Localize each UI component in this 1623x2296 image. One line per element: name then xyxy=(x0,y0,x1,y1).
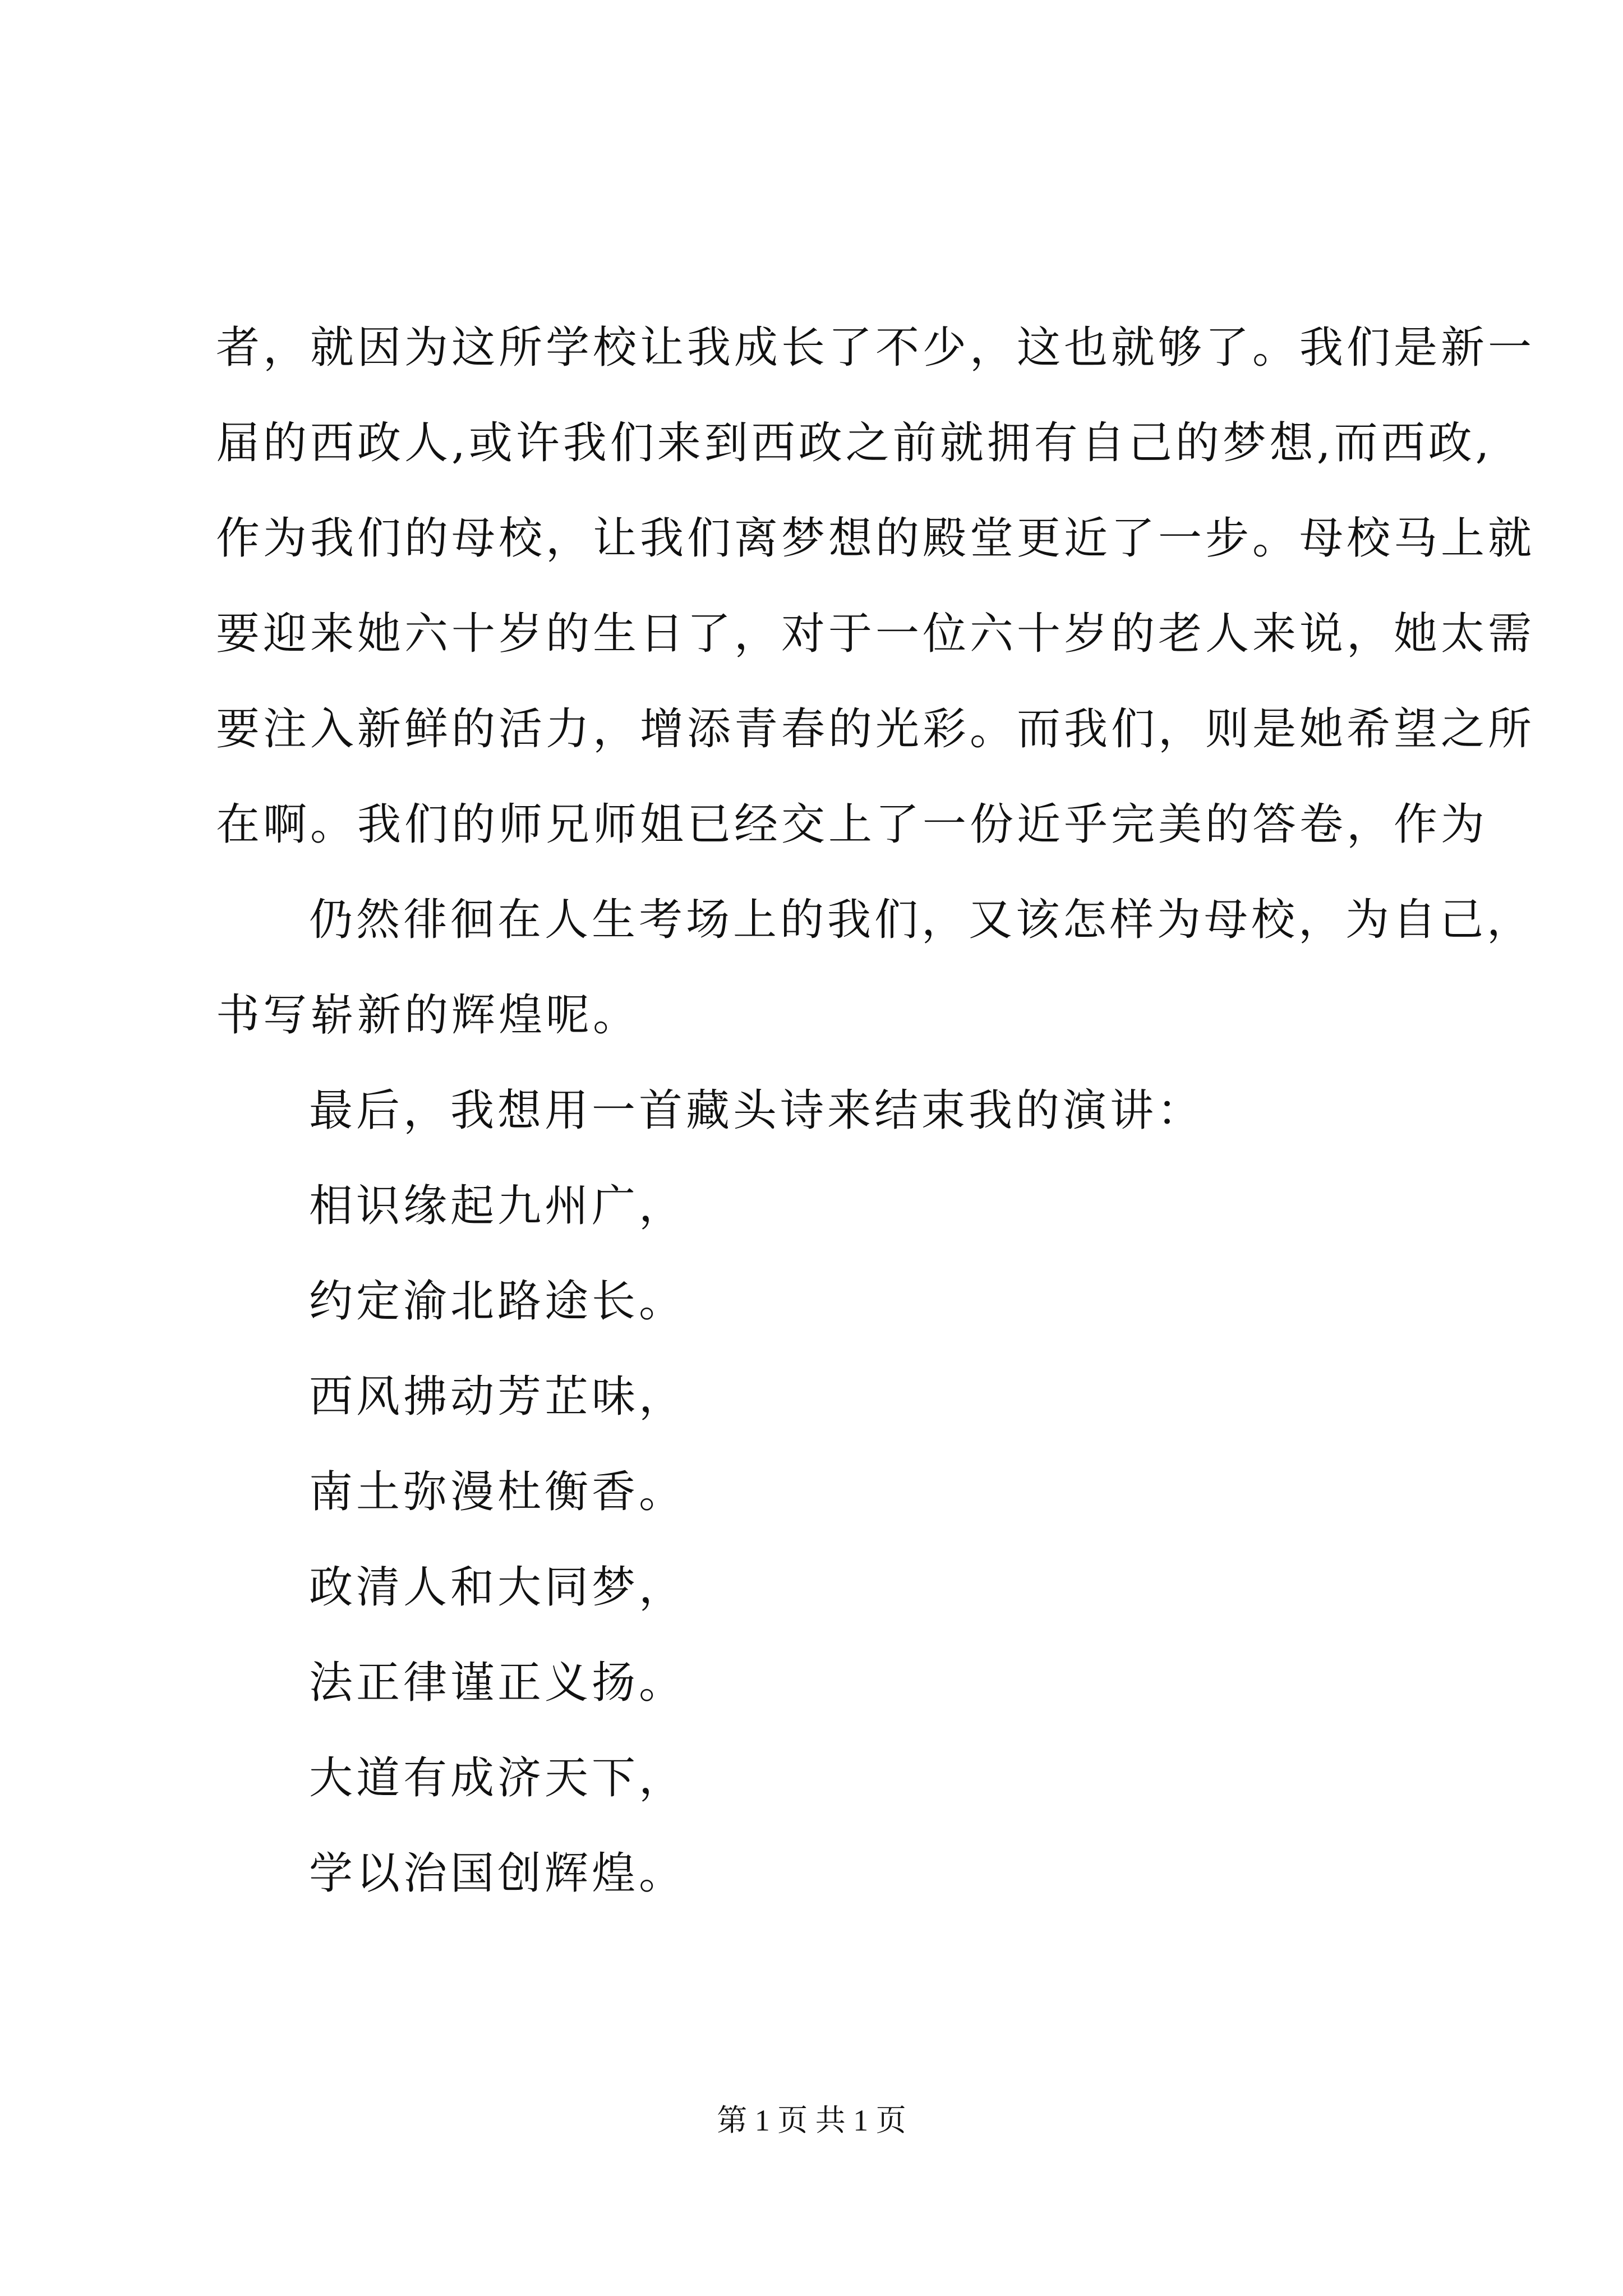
acrostic-poem xyxy=(216,1158,1438,1921)
page-number: 第 1 页 共 1 页 xyxy=(717,2104,906,2137)
poem-line: 西风拂动芳芷味， xyxy=(309,1372,686,1422)
paragraph-line: 仍然徘徊在人生考场上的我们，又该怎样为母校，为自己， xyxy=(309,895,1534,945)
poem-intro: 最后，我想用一首藏头诗来结束我的演讲： xyxy=(309,1085,1205,1136)
poem-line: 约定渝北路途长。 xyxy=(309,1276,686,1327)
poem-line: 大道有成济天下， xyxy=(309,1753,686,1803)
text-line: 者，就因为这所学校让我成长了不少，这也就够了。我们是新一 xyxy=(216,323,1536,373)
document-body xyxy=(216,300,1536,1921)
poem-line: 相识缘起九州广， xyxy=(309,1181,686,1231)
text-line: 要注入新鲜的活力，增添青春的光彩。而我们，则是她希望之所 xyxy=(216,704,1536,754)
text-line: 作为我们的母校，让我们离梦想的殿堂更近了一步。母校马上就 xyxy=(216,513,1536,564)
text-line: 届的西政人,或许我们来到西政之前就拥有自己的梦想,而西政, xyxy=(216,418,1493,468)
poem-line: 法正律谨正义扬。 xyxy=(309,1658,686,1708)
text-line: 在啊。我们的师兄师姐已经交上了一份近乎完美的答卷，作为 xyxy=(216,799,1488,850)
text-line: 要迎来她六十岁的生日了，对于一位六十岁的老人来说，她太需 xyxy=(216,609,1536,659)
poem-line: 学以治国创辉煌。 xyxy=(309,1848,686,1899)
poem-line: 政清人和大同梦， xyxy=(309,1562,686,1613)
paragraph-line: 书写崭新的辉煌呢。 xyxy=(216,990,640,1041)
poem-line: 南土弥漫杜衡香。 xyxy=(309,1467,686,1517)
